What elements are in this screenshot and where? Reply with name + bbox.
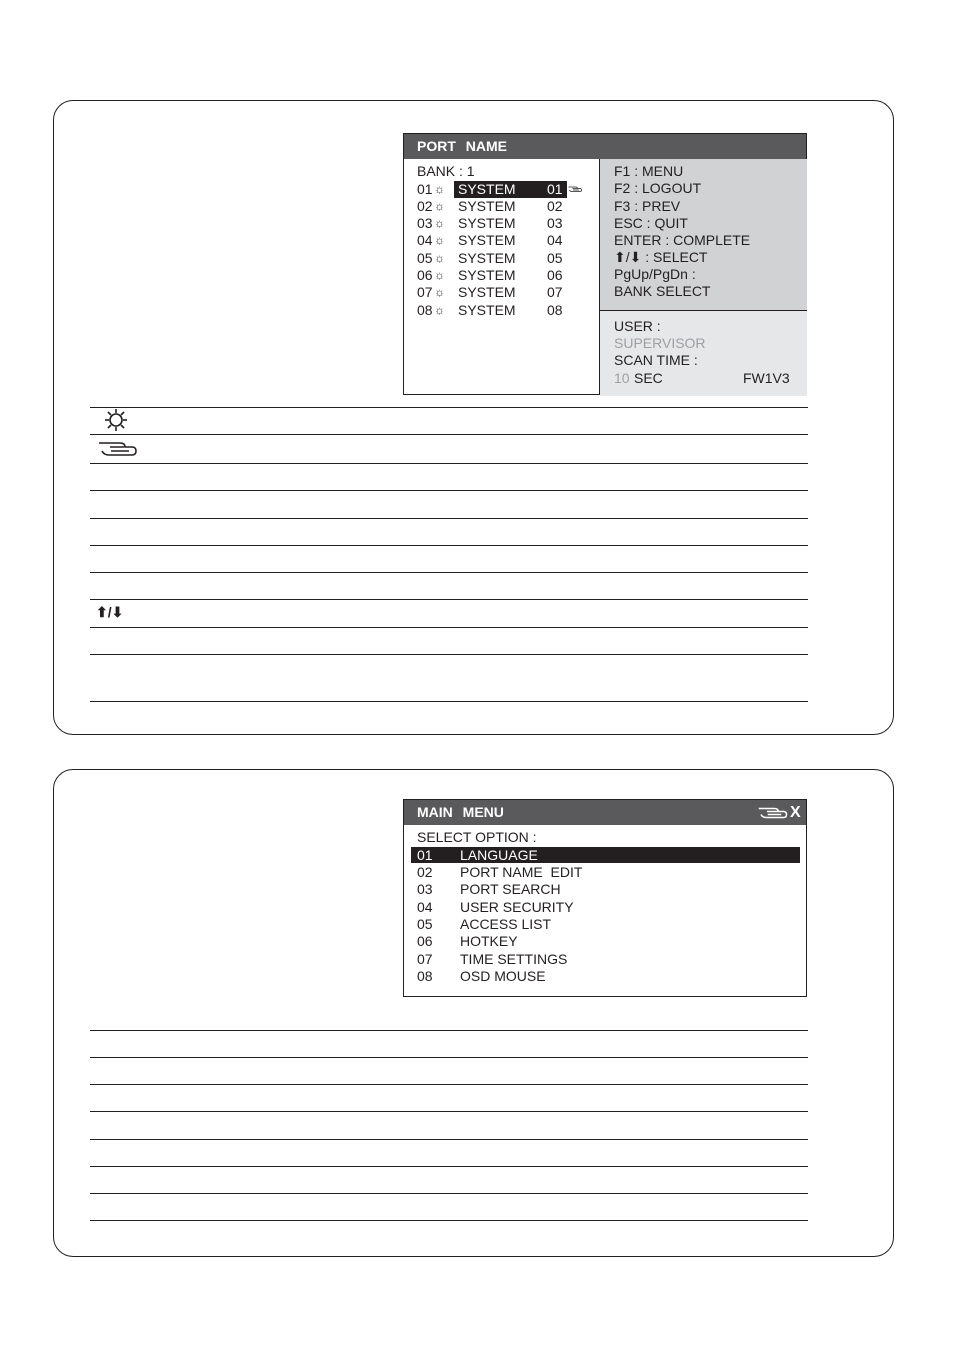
menu-item-number: 07	[417, 951, 433, 967]
port-id: 07	[547, 284, 563, 300]
menu-item-number: 06	[417, 933, 433, 949]
port-id: 04	[547, 232, 563, 248]
key-help-esc: ESC : QUIT	[614, 215, 688, 231]
port-name-osd-window	[403, 133, 807, 395]
port-name: SYSTEM	[458, 215, 516, 231]
port-id: 06	[547, 267, 563, 283]
key-help-select: ⬆/⬇ : SELECT	[614, 249, 708, 265]
legend-divider	[90, 490, 808, 491]
port-name: SYSTEM	[458, 250, 516, 266]
port-id: 08	[547, 302, 563, 318]
key-help-enter: ENTER : COMPLETE	[614, 232, 751, 248]
sun-icon: ☼	[434, 233, 445, 247]
sun-icon: ☼	[434, 182, 445, 196]
select-option-prompt: SELECT OPTION :	[417, 829, 537, 845]
legend-divider	[90, 1220, 808, 1221]
legend-divider	[90, 463, 808, 464]
close-button[interactable]: X	[790, 804, 801, 821]
menu-item-label: ACCESS LIST	[460, 916, 552, 932]
key-help-pgup-pgdn: PgUp/PgDn :	[614, 266, 696, 282]
legend-divider	[90, 1139, 808, 1140]
port-number: 01	[417, 181, 433, 197]
sun-icon: ☼	[434, 268, 445, 282]
menu-item-number: 03	[417, 881, 433, 897]
menu-item-label: PORT SEARCH	[460, 881, 561, 897]
user-label: USER :	[614, 318, 661, 334]
legend-divider	[90, 572, 808, 573]
port-number: 05	[417, 250, 433, 266]
menu-item-number: 08	[417, 968, 433, 984]
port-name-title: PORT NAME	[404, 134, 806, 159]
legend-divider	[90, 1084, 808, 1085]
sun-icon: ☼	[434, 303, 445, 317]
scan-time-unit: SEC	[634, 370, 663, 386]
legend-divider	[90, 1166, 808, 1167]
port-id: 02	[547, 198, 563, 214]
menu-item-number: 02	[417, 864, 433, 880]
port-id: 05	[547, 250, 563, 266]
legend-divider	[90, 654, 808, 655]
legend-divider	[90, 1057, 808, 1058]
key-help-f3: F3 : PREV	[614, 198, 681, 214]
key-help-f1: F1 : MENU	[614, 163, 684, 179]
menu-item-label: OSD MOUSE	[460, 968, 546, 984]
port-number: 06	[417, 267, 433, 283]
firmware-version: FW1V3	[743, 370, 790, 386]
menu-item-label: LANGUAGE	[460, 847, 538, 863]
port-number: 07	[417, 284, 433, 300]
menu-item-number: 04	[417, 899, 433, 915]
port-number: 03	[417, 215, 433, 231]
menu-item-label: USER SECURITY	[460, 899, 574, 915]
main-menu-osd-window	[403, 799, 807, 997]
menu-item-label: PORT NAME EDIT	[460, 864, 583, 880]
pointer-hand-icon	[568, 185, 582, 193]
bank-label: BANK : 1	[417, 163, 475, 179]
sun-icon: ☼	[434, 285, 445, 299]
pointer-hand-icon	[98, 440, 138, 458]
port-name: SYSTEM	[458, 284, 516, 300]
menu-item-label: HOTKEY	[460, 933, 518, 949]
legend-divider	[90, 1111, 808, 1112]
status-panel	[600, 310, 807, 396]
port-number: 02	[417, 198, 433, 214]
key-help-bank-select: BANK SELECT	[614, 283, 711, 299]
menu-item-number: 01	[417, 847, 433, 863]
port-name-selected: SYSTEM 01	[454, 181, 567, 198]
legend-divider	[90, 599, 808, 600]
port-name: SYSTEM	[458, 267, 516, 283]
hotkey-help-panel	[599, 159, 807, 395]
legend-divider	[90, 407, 808, 408]
port-name: SYSTEM	[458, 198, 516, 214]
port-name: SYSTEM	[458, 232, 516, 248]
key-help-f2: F2 : LOGOUT	[614, 180, 702, 196]
legend-divider	[90, 701, 808, 702]
legend-divider	[90, 518, 808, 519]
port-id: 03	[547, 215, 563, 231]
legend-divider	[90, 434, 808, 435]
legend-divider	[90, 1030, 808, 1031]
sun-icon: ☼	[434, 216, 445, 230]
scan-time-value: 10	[614, 370, 630, 386]
port-name: SYSTEM	[458, 302, 516, 318]
sun-icon: ☼	[434, 199, 445, 213]
main-menu-title: MAIN MENU	[404, 800, 806, 825]
scan-time-label: SCAN TIME :	[614, 352, 698, 368]
sun-icon	[103, 408, 129, 432]
port-number: 04	[417, 232, 433, 248]
pointer-hand-icon	[758, 806, 788, 820]
legend-divider	[90, 627, 808, 628]
menu-item-number: 05	[417, 916, 433, 932]
menu-item-label: TIME SETTINGS	[460, 951, 568, 967]
arrow-keys-icon: ⬆/⬇	[96, 604, 124, 620]
port-number: 08	[417, 302, 433, 318]
user-value: SUPERVISOR	[614, 335, 706, 351]
sun-icon: ☼	[434, 251, 445, 265]
legend-divider	[90, 1193, 808, 1194]
legend-divider	[90, 545, 808, 546]
